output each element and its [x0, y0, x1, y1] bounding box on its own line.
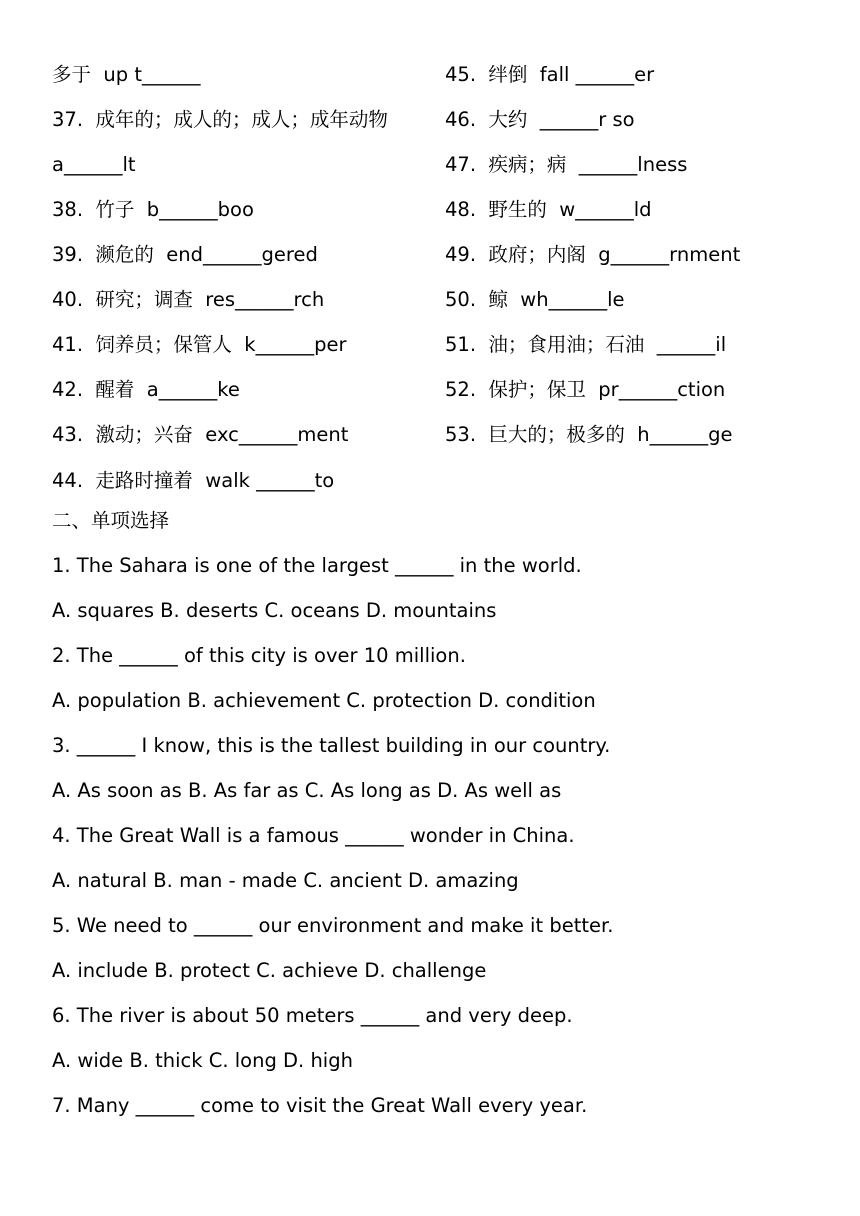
question-text: 2. The ______ of this city is over 10 million.	[52, 644, 466, 667]
vocab-item: 43. 激动；兴奋 exc______ment	[52, 423, 349, 446]
vocab-item: 41. 饲养员；保管人 k______per	[52, 333, 347, 356]
vocab-item: 42. 醒着 a______ke	[52, 378, 240, 401]
vocab-item: 50. 鲸 wh______le	[445, 288, 625, 311]
question-text: 5. We need to ______ our environment and make it better.	[52, 914, 614, 937]
vocab-item: 52. 保护；保卫 pr______ction	[445, 378, 726, 401]
vocab-item: 46. 大约 ______r so	[445, 108, 635, 131]
vocab-item: 45. 绊倒 fall ______er	[445, 63, 655, 86]
question-text: 6. The river is about 50 meters ______ and very deep.	[52, 1004, 573, 1027]
question-text: 1. The Sahara is one of the largest ______ in the world.	[52, 554, 582, 577]
vocab-item: 51. 油；食用油；石油 ______il	[445, 333, 727, 356]
vocab-item: 40. 研究；调查 res______rch	[52, 288, 325, 311]
question-text: 4. The Great Wall is a famous ______ wonder in China.	[52, 824, 575, 847]
section-title: 二、单项选择	[52, 509, 170, 532]
vocab-item: 多于 up t______	[52, 63, 201, 86]
answer-options: A. population B. achievement C. protection D. condition	[52, 689, 596, 712]
answer-options: A. include B. protect C. achieve D. challenge	[52, 959, 487, 982]
answer-options: A. natural B. man - made C. ancient D. amazing	[52, 869, 519, 892]
vocab-item: 37. 成年的；成人的；成人；成年动物	[52, 108, 388, 131]
vocab-item: 47. 疾病；病 ______lness	[445, 153, 688, 176]
question-text: 3. ______ I know, this is the tallest building in our country.	[52, 734, 611, 757]
vocab-item: 39. 濒危的 end______gered	[52, 243, 318, 266]
vocab-item: 48. 野生的 w______ld	[445, 198, 652, 221]
answer-options: A. squares B. deserts C. oceans D. mountains	[52, 599, 497, 622]
vocab-item: 53. 巨大的；极多的 h______ge	[445, 423, 733, 446]
answer-options: A. wide B. thick C. long D. high	[52, 1049, 353, 1072]
answer-options: A. As soon as B. As far as C. As long as D. As well as	[52, 779, 562, 802]
vocab-item: 49. 政府；内阁 g______rnment	[445, 243, 741, 266]
vocab-item: 38. 竹子 b______boo	[52, 198, 254, 221]
vocab-item: 44. 走路时撞着 walk ______to	[52, 469, 335, 492]
vocab-item: a______lt	[52, 153, 136, 176]
question-text: 7. Many ______ come to visit the Great Wall every year.	[52, 1094, 588, 1117]
